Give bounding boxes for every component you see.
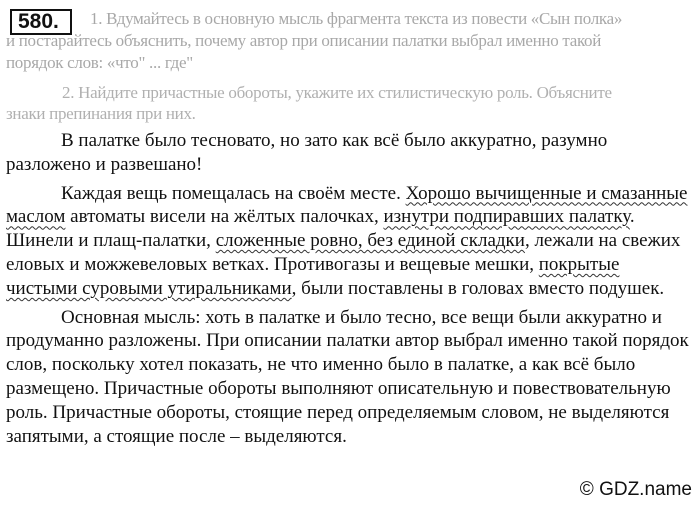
p2-text-3: автоматы висели на жёлтых палочках, xyxy=(65,206,384,228)
paragraph-1: В палатке было тесновато, но зато как всё было аккуратно, разумно разложено и развешано! xyxy=(6,130,608,175)
task-header xyxy=(6,5,694,73)
answer-text xyxy=(6,129,694,453)
exercise-number: 580. xyxy=(18,10,59,33)
p2-text-5: . Шинели и плащ-палатки, xyxy=(6,206,635,252)
participle-phrase-1: Хорошо вычищенные и смазанные маслом xyxy=(6,182,688,228)
task-1-line-3: порядок слов: «что" ... где" xyxy=(6,53,193,72)
participle-phrase-2: изнутри подпиравших палатку xyxy=(383,206,630,228)
p2-text-9: , были поставлены в головах вместо подушек. xyxy=(291,277,665,299)
task-1-line-2: и постарайтесь объяснить, почему автор при описании палатки выбрал именно такой xyxy=(6,31,602,50)
p2-sentence-1: Каждая вещь помещалась на своём месте. xyxy=(61,182,406,204)
paragraph-3: Основная мысль: хоть в палатке и было тесно, все вещи были аккуратно и продуманно разложены. При описании палатки автор выбрал именно такой порядок слов, поскольку хотел показать, не что именно было в палатке, а как всё было размещено. Причастные обороты выполняют описательную и повествовательную роль. Причастные обороты, стоящие перед определяемым словом, не выделяются запятыми, а стоящие после – выделяются. xyxy=(6,306,689,447)
task-2-line-2: знаки препинания при них. xyxy=(6,104,196,123)
copyright-watermark: © GDZ.name xyxy=(579,479,692,500)
paragraph-2 xyxy=(6,182,694,301)
p2-text-7: , лежали на свежих еловых и можжевеловых ветках. Противогазы и вещевые мешки, xyxy=(6,230,681,275)
task-2-line-1: 2. Найдите причастные обороты, укажите их стилистическую роль. Объясните xyxy=(62,83,612,102)
task-1-line-1: 1. Вдумайтесь в основную мысль фрагмента текста из повести «Сын полка» xyxy=(90,9,623,28)
participle-phrase-3: сложенные ровно, без единой складки xyxy=(215,230,525,252)
participle-phrase-4: покрытые чистыми суровыми утиральниками xyxy=(6,253,620,299)
